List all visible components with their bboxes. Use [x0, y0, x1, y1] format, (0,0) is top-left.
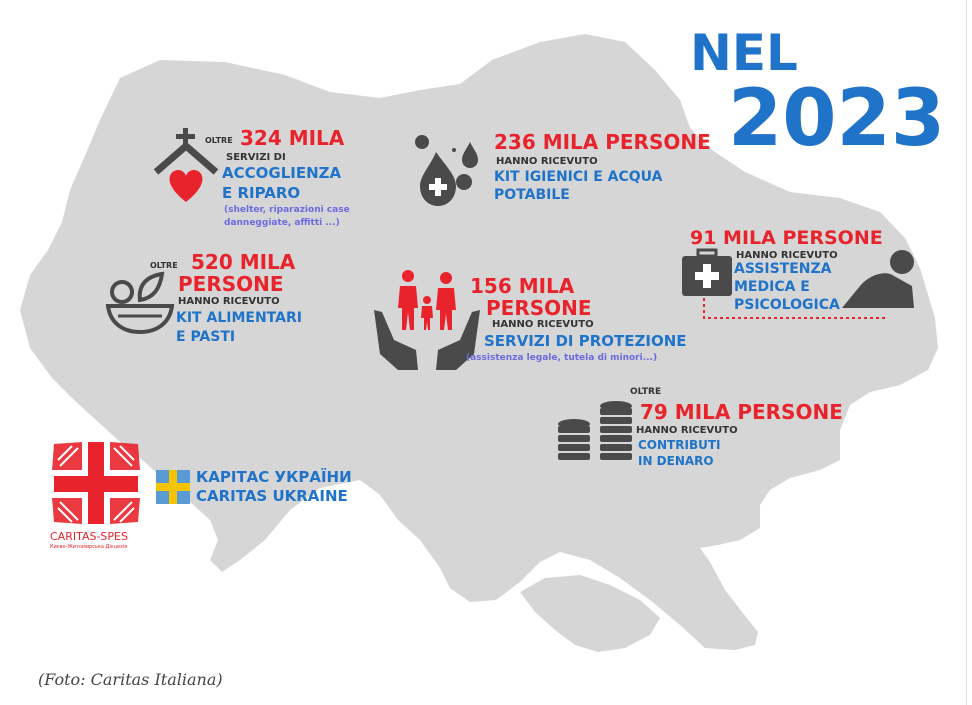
protection-number2: PERSONE	[486, 296, 592, 320]
shelter-note1: (shelter, riparazioni case	[224, 205, 350, 215]
shelter-line3: E RIPARO	[222, 184, 301, 202]
hygiene-line2: KIT IGIENICI E ACQUA	[494, 169, 663, 185]
coins-icon	[556, 400, 636, 462]
caritas-ukraine-line2: CARITAS UKRAINE	[196, 487, 348, 505]
medical-line3: MEDICA E	[734, 279, 810, 295]
caritas-spes-logo	[48, 440, 144, 526]
cash-number: 79 MILA PERSONE	[640, 400, 843, 424]
food-line1: HANNO RICEVUTO	[178, 296, 280, 307]
cash-line1: HANNO RICEVUTO	[636, 425, 738, 436]
cash-line2: CONTRIBUTI	[638, 438, 721, 452]
protection-line1: HANNO RICEVUTO	[492, 319, 594, 330]
shelter-number: 324 MILA	[240, 126, 345, 150]
food-number: 520 MILA	[191, 250, 296, 274]
food-basket-icon	[104, 270, 176, 336]
shelter-prefix: OLTRE	[205, 136, 233, 145]
photo-caption: (Foto: Caritas Italiana)	[38, 670, 223, 689]
medical-line4: PSICOLOGICA	[734, 297, 840, 313]
shelter-line2: ACCOGLIENZA	[222, 164, 342, 182]
protection-line2: SERVIZI DI PROTEZIONE	[484, 332, 687, 350]
caritas-spes-name: CARITAS-SPES	[50, 530, 128, 543]
protection-note: (assistenza legale, tutela di minori...)	[466, 353, 658, 363]
hygiene-number: 236 MILA PERSONE	[494, 130, 711, 154]
medical-line1: HANNO RICEVUTO	[736, 250, 838, 261]
hygiene-line3: POTABILE	[494, 187, 570, 203]
cash-line3: IN DENARO	[638, 454, 714, 468]
right-divider	[966, 0, 967, 705]
food-number2: PERSONE	[178, 272, 284, 296]
food-line3: E PASTI	[176, 329, 236, 345]
caritas-ukraine-line1: КАРІТАС УКРАЇНИ	[196, 468, 352, 486]
year-label-nel: NEL	[690, 24, 798, 82]
food-line2: KIT ALIMENTARI	[176, 310, 302, 326]
food-prefix: OLTRE	[150, 261, 178, 270]
shelter-note2: danneggiate, affitti ...)	[224, 218, 340, 228]
water-drop-icon	[410, 132, 490, 210]
caritas-ukraine-cross-icon	[156, 470, 190, 504]
protection-number: 156 MILA	[470, 274, 575, 298]
caritas-spes-sub: Києво-Житомирська Дієцезія	[50, 544, 128, 550]
shelter-line1: SERVIZI DI	[226, 152, 286, 163]
medical-line2: ASSISTENZA	[734, 261, 832, 277]
year-label-2023: 2023	[728, 74, 946, 164]
medical-number: 91 MILA PERSONE	[690, 227, 883, 249]
cash-prefix: OLTRE	[630, 387, 662, 397]
hygiene-line1: HANNO RICEVUTO	[496, 156, 598, 167]
